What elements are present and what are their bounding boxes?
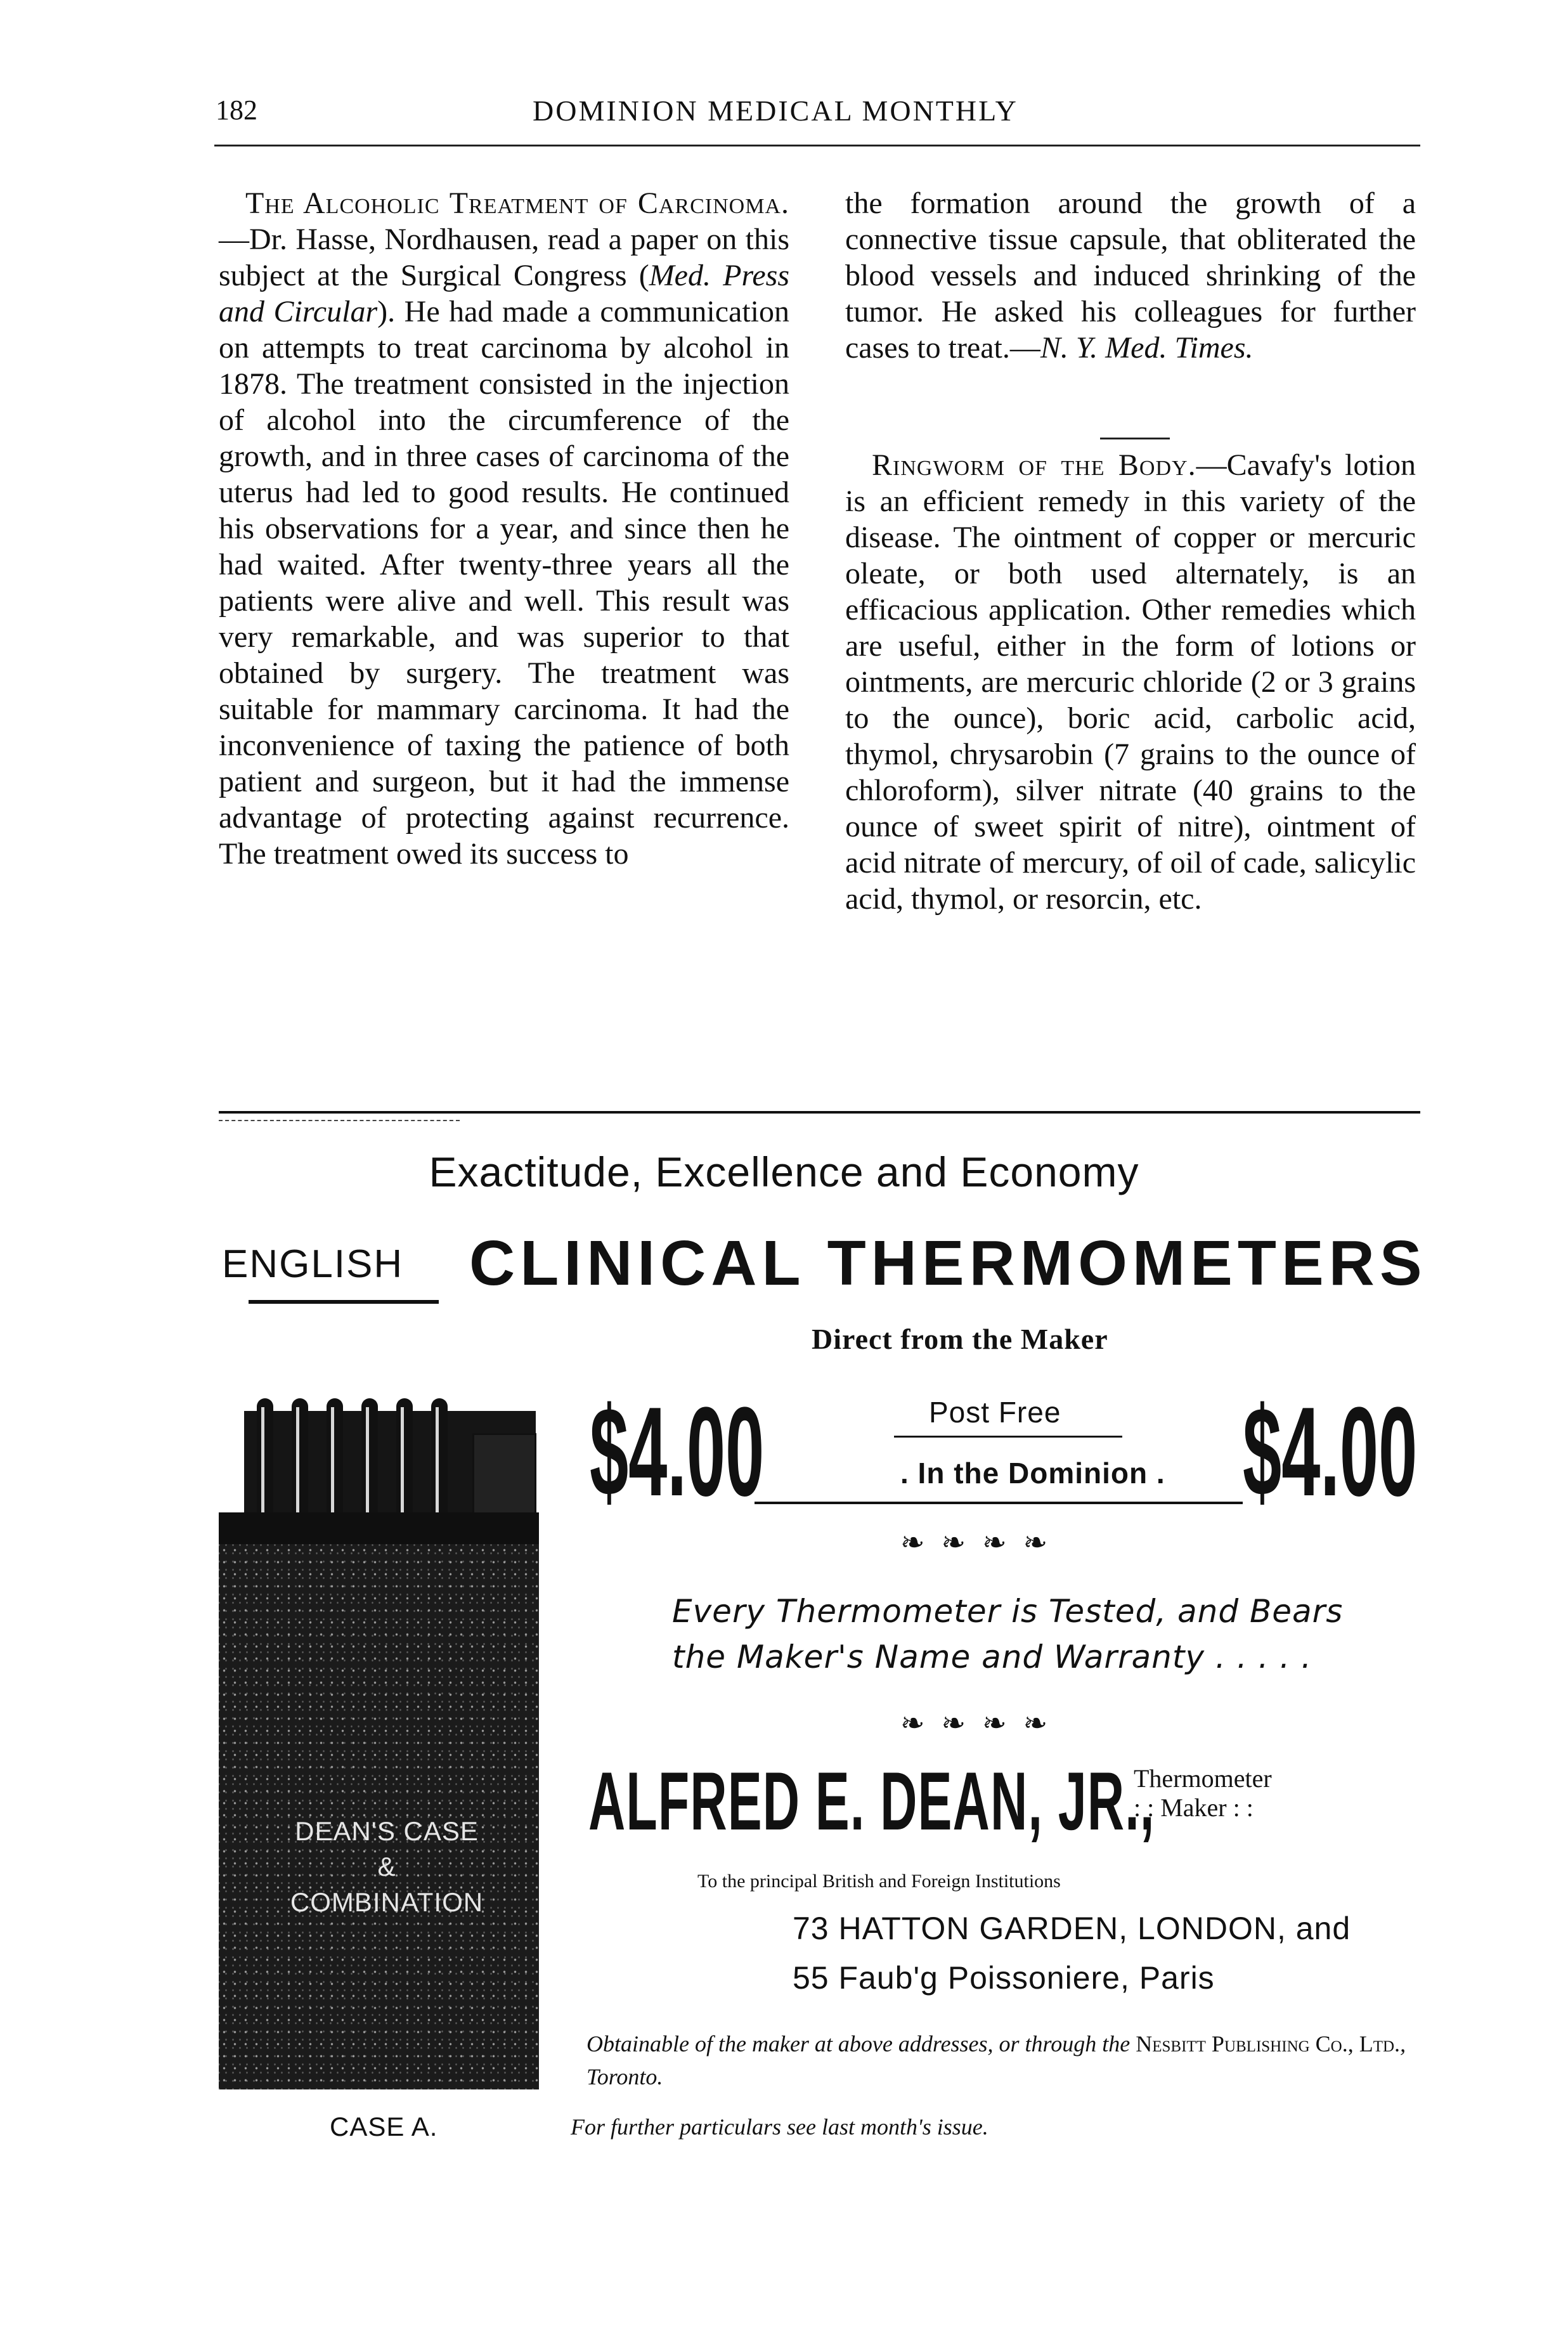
case-box-label-line3: COMBINATION bbox=[290, 1887, 484, 1917]
case-box-label bbox=[254, 1814, 520, 1920]
maker-role-line2: : : Maker : : bbox=[1134, 1793, 1254, 1822]
ad-english-underline bbox=[249, 1300, 439, 1304]
maker-role bbox=[1134, 1764, 1272, 1822]
article-heading-ringworm: Ringworm of the Body. bbox=[872, 448, 1196, 482]
ad-english-word: ENGLISH bbox=[222, 1242, 404, 1286]
article-left-column bbox=[219, 185, 789, 872]
continuation-text: the formation around the growth of a connective tissue capsule, that obliterated the blood vessels and induced shrinking of the tumor. He asked his colleagues for further cases to treat.— bbox=[845, 186, 1416, 365]
maker-role-line1: Thermometer bbox=[1134, 1764, 1272, 1793]
obtainable-company: Nesbitt Publishing Co., Ltd. bbox=[1136, 2031, 1401, 2056]
article-right-column bbox=[845, 185, 1416, 917]
thermometer-case-top bbox=[219, 1512, 539, 1545]
address-paris: 55 Faub'g Poissoniere, Paris bbox=[793, 1960, 1215, 1996]
case-box-label-line1: DEAN'S CASE bbox=[295, 1816, 479, 1846]
obtainable-note bbox=[586, 2027, 1436, 2093]
ad-headline: CLINICAL THERMOMETERS bbox=[469, 1228, 1427, 1299]
article-body-part1: —Dr. Hasse, Nordhausen, read a paper on this subject at the Surgical Congress ( bbox=[219, 223, 789, 292]
article-alcoholic-paragraph bbox=[219, 185, 789, 872]
leaf-ornament-icon: ❧❧❧❧ bbox=[900, 1707, 1065, 1739]
in-dominion-label: . In the Dominion . bbox=[900, 1457, 1165, 1490]
maker-name: ALFRED E. DEAN, JR., bbox=[588, 1755, 1155, 1847]
advertisement-rule bbox=[219, 1111, 1420, 1114]
case-caption: CASE A. bbox=[330, 2112, 438, 2141]
ad-direct-from-maker: Direct from the Maker bbox=[812, 1323, 1108, 1355]
post-free-label: Post Free bbox=[929, 1396, 1061, 1429]
article-heading-alcoholic: The Alcoholic Treatment of Carcinoma. bbox=[245, 186, 789, 220]
obtainable-text-2: , Toronto. bbox=[586, 2031, 1406, 2089]
section-divider bbox=[1100, 438, 1170, 439]
address-london: 73 HATTON GARDEN, LONDON, and bbox=[793, 1911, 1351, 1946]
price-right: $4.00 bbox=[1243, 1381, 1418, 1523]
ringworm-body: —Cavafy's lotion is an efficient remedy in this variety of the disease. The ointment of copper or mercuric oleate, or both used alternately, is an efficacious application. Other remedies which are useful, either in the form of lotions or ointments, are mercuric chloride (2 or 3 grains to the ounce), boric acid, carbolic acid, thymol, chrysarobin (7 grains to the ounce of chloroform), silver nitrate (40 grains to the ounce of sweet spirit of nitre), ointment of acid nitrate of mercury, of oil of cade, salicylic acid, thymol, or resorcin, etc. bbox=[845, 448, 1416, 916]
ad-tested-statement: Every Thermometer is Tested, and Bears the Maker's Name and Warranty . . . . . bbox=[672, 1593, 1344, 1675]
obtainable-text-1: Obtainable of the maker at above addresses, or through the bbox=[586, 2031, 1136, 2056]
paragraph-gap bbox=[845, 366, 1416, 447]
page-number: 182 bbox=[216, 94, 257, 126]
article-ringworm-paragraph bbox=[845, 447, 1416, 917]
price-left: $4.00 bbox=[590, 1381, 765, 1523]
article-body-part2: ). He had made a communication on attempts to treat carcinoma by alcohol in 1878. The treatment consisted in the injection of alcohol into the circumference of the growth, and in three cases of carcinoma of the uterus had led to good results. He continued his observations for a year, and since then he had waited. After twenty-three years all the patients were alive and well. This result was very remarkable, and was superior to that obtained by surgery. The treatment was suitable for mammary carcinoma. It had the inconvenience of taxing the patience of both patient and surgeon, but it had the immense advantage of protecting against recurrence. The treatment owed its success to bbox=[219, 295, 789, 871]
post-free-underline bbox=[894, 1436, 1122, 1438]
price-rule bbox=[755, 1502, 1243, 1504]
advertisement-rule-dashed bbox=[219, 1120, 460, 1121]
article-source-italic: Med. Press and Circular bbox=[219, 259, 789, 328]
leaf-ornament-icon: ❧❧❧❧ bbox=[900, 1526, 1065, 1559]
case-box-label-line2: & bbox=[377, 1852, 396, 1881]
continuation-source: N. Y. Med. Times. bbox=[1040, 331, 1254, 365]
article-continuation bbox=[845, 185, 1416, 366]
institutions-line: To the principal British and Foreign Institutions bbox=[697, 1871, 1061, 1892]
ad-tagline: Exactitude, Excellence and Economy bbox=[429, 1148, 1139, 1195]
further-particulars: For further particulars see last month's issue. bbox=[571, 2114, 988, 2140]
running-head: DOMINION MEDICAL MONTHLY bbox=[533, 94, 1018, 127]
thermometer-connector bbox=[472, 1433, 536, 1519]
header-rule bbox=[214, 145, 1420, 146]
